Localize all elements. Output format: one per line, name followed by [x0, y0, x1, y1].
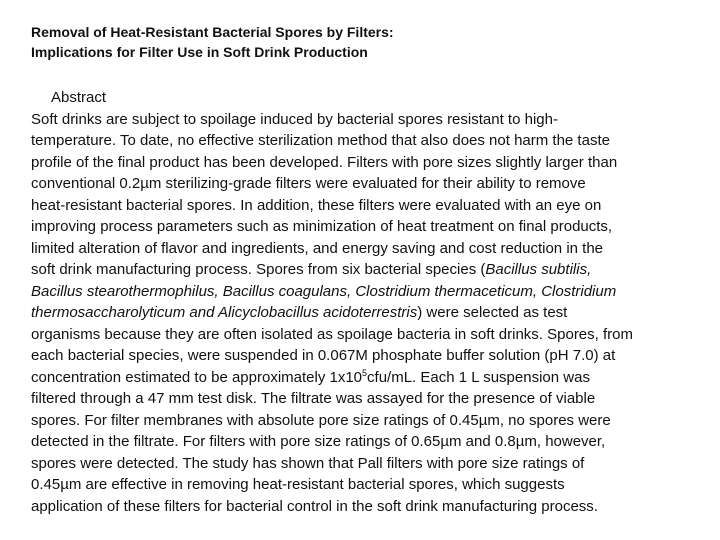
paper-page — [31, 22, 691, 517]
abstract-line — [31, 453, 691, 475]
species-name-italic: Bacillus stearothermophilus, Bacillus coagulans, Clostridium thermaceticum, Clostridium — [31, 282, 617, 300]
title-line-2: Implications for Filter Use in Soft Drink Production — [31, 44, 368, 60]
paper-title — [31, 22, 691, 62]
abstract-line — [31, 130, 691, 152]
abstract-heading: Abstract — [51, 89, 107, 106]
abstract-text: heat-resistant bacterial spores. In addition, these filters were evaluated with an eye on — [31, 196, 602, 214]
abstract-text: conventional 0.2µm sterilizing-grade filters were evaluated for their ability to remove — [31, 175, 586, 192]
abstract-text: profile of the final product has been developed. Filters with pore sizes slightly larger than — [31, 153, 618, 171]
abstract-body — [31, 109, 691, 518]
abstract-line — [31, 496, 691, 518]
abstract-text: temperature. To date, no effective sterilization method that also does not harm the taste — [31, 132, 610, 149]
abstract-text: cfu/mL. Each 1 L suspension was — [367, 368, 590, 386]
species-name-italic: Bacillus subtilis, — [485, 261, 592, 278]
abstract-line — [31, 474, 691, 496]
abstract-line — [31, 195, 691, 217]
abstract-line — [31, 410, 691, 432]
abstract-line — [31, 302, 691, 324]
abstract-line — [31, 367, 691, 389]
abstract-line — [31, 324, 691, 346]
abstract-line — [31, 152, 691, 174]
abstract-text: limited alteration of flavor and ingredients, and energy saving and cost reduction in the — [31, 239, 604, 257]
abstract-text: each bacterial species, were suspended in 0.067M phosphate buffer solution (pH 7.0) at — [31, 347, 616, 364]
abstract-text: application of these filters for bacterial control in the soft drink manufacturing process. — [31, 497, 598, 515]
abstract-line — [31, 281, 691, 303]
species-name-italic: thermosaccharolyticum and Alicyclobacillus acidoterrestris — [31, 304, 418, 321]
superscript-exponent: 5 — [362, 367, 368, 378]
abstract-text: Soft drinks are subject to spoilage induced by bacterial spores resistant to high- — [31, 110, 558, 128]
abstract-line — [31, 388, 691, 410]
abstract-text: ) were selected as test — [417, 304, 568, 321]
title-line-1: Removal of Heat-Resistant Bacterial Spores by Filters: — [31, 24, 394, 40]
abstract-text: soft drink manufacturing process. Spores from six bacterial species ( — [31, 261, 486, 278]
abstract-line — [31, 173, 691, 195]
abstract-text: filtered through a 47 mm test disk. The filtrate was assayed for the presence of viable — [31, 390, 596, 407]
abstract-line — [31, 238, 691, 260]
abstract-text: 0.45µm are effective in removing heat-resistant bacterial spores, which suggests — [31, 476, 565, 493]
abstract-text: detected in the filtrate. For filters with pore size ratings of 0.65µm and 0.8µm, however, — [31, 433, 606, 450]
abstract-text: spores. For filter membranes with absolute pore size ratings of 0.45µm, no spores were — [31, 411, 611, 429]
abstract-text: spores were detected. The study has shown that Pall filters with pore size ratings of — [31, 454, 585, 472]
abstract-text: improving process parameters such as minimization of heat treatment on final products, — [31, 218, 613, 235]
abstract-text: organisms because they are often isolated as spoilage bacteria in soft drinks. Spores, from — [31, 325, 633, 343]
abstract-line — [31, 259, 691, 281]
abstract-text: concentration estimated to be approximately 1x10 — [31, 368, 363, 386]
abstract-line — [31, 109, 691, 131]
abstract-line — [31, 345, 691, 367]
abstract-line — [31, 216, 691, 238]
abstract-line — [31, 431, 691, 453]
